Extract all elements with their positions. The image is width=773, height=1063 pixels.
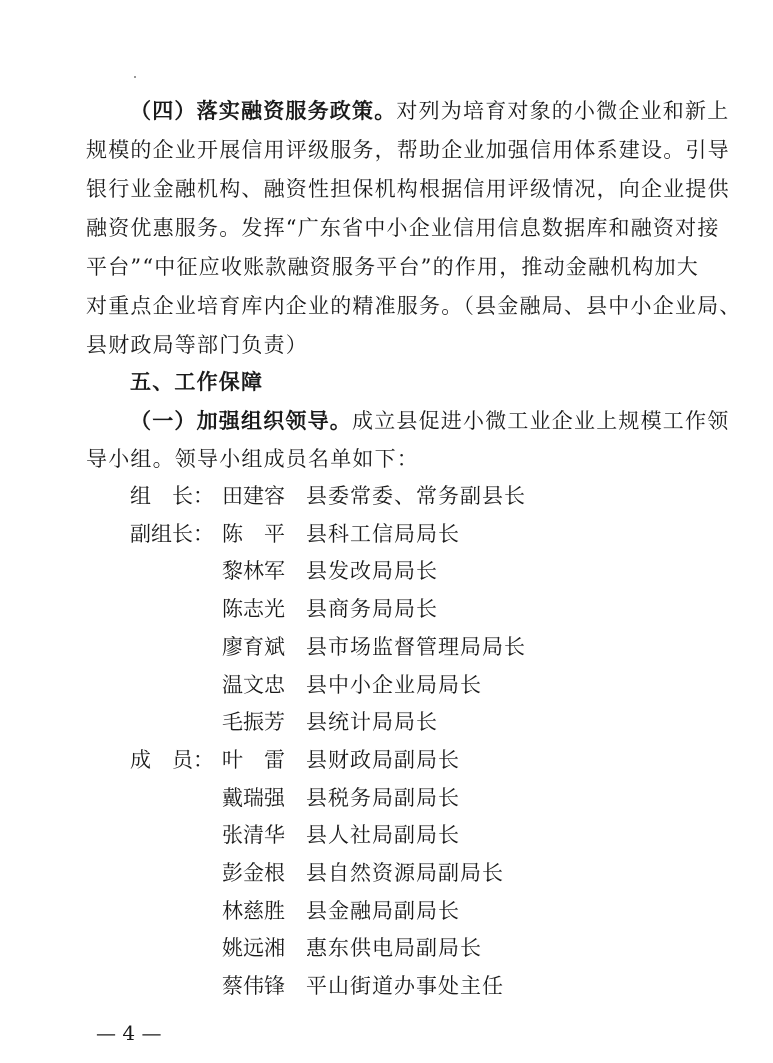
- member-name: 温文忠: [222, 673, 285, 697]
- member-name: 廖育斌: [222, 635, 285, 659]
- member-name: 陈志光: [222, 597, 285, 621]
- section5-text: 成立县促进小微工业企业上规模工作领: [352, 409, 730, 433]
- member-name: 黎林军: [222, 559, 285, 583]
- member-position: 县中小企业局局长: [306, 673, 482, 697]
- member-position: 县金融局副局长: [306, 899, 460, 923]
- page-number: — 4 —: [96, 1021, 162, 1045]
- member-name: 毛振芳: [222, 710, 285, 734]
- member-name: 田建容: [222, 484, 285, 508]
- member-name: 叶 雷: [222, 748, 285, 772]
- member-name: 林慈胜: [222, 899, 285, 923]
- section5-line: 导小组。领导小组成员名单如下：: [86, 447, 419, 471]
- section4-line: 对重点企业培育库内企业的精准服务。（县金融局、县中小企业局、: [86, 294, 742, 318]
- member-position: 县统计局局长: [306, 710, 438, 734]
- member-name: 张清华: [222, 823, 285, 847]
- member-position: 县发改局局长: [306, 559, 438, 583]
- member-position: 县市场监督管理局局长: [306, 635, 526, 659]
- section5-first-line: [130, 407, 730, 435]
- section4-line: 平台”“中征应收账款融资服务平台”的作用，推动金融机构加大: [86, 255, 700, 279]
- section4-text: 对列为培育对象的小微企业和新上: [396, 99, 730, 123]
- section5-sub-heading: （一）加强组织领导。: [130, 408, 352, 433]
- section4-line: 融资优惠服务。发挥“广东省中小企业信用信息数据库和融资对接: [86, 216, 720, 240]
- scan-speck: [134, 76, 136, 78]
- section4-line: 县财政局等部门负责）: [86, 333, 308, 357]
- member-role: 副组长：: [130, 522, 214, 546]
- section4-first-line: [130, 97, 730, 125]
- member-position: 县自然资源局副局长: [306, 861, 504, 885]
- member-name: 姚远湘: [222, 936, 285, 960]
- member-name: 戴瑞强: [222, 786, 285, 810]
- member-position: 县税务局副局长: [306, 786, 460, 810]
- member-role: 组 长：: [130, 484, 214, 508]
- section4-heading: （四）落实融资服务政策。: [130, 98, 397, 123]
- member-position: 县商务局局长: [306, 597, 438, 621]
- section4-line: 规模的企业开展信用评级服务，帮助企业加强信用体系建设。引导: [86, 138, 730, 162]
- member-position: 县人社局副局长: [306, 823, 460, 847]
- member-name: 彭金根: [222, 861, 285, 885]
- member-position: 县科工信局局长: [306, 522, 460, 546]
- member-position: 惠东供电局副局长: [306, 936, 482, 960]
- member-role: 成 员：: [130, 748, 214, 772]
- member-name: 蔡伟锋: [222, 974, 285, 998]
- member-position: 县财政局副局长: [306, 748, 460, 772]
- member-position: 县委常委、常务副县长: [306, 484, 526, 508]
- section4-line: 银行业金融机构、融资性担保机构根据信用评级情况，向企业提供: [86, 177, 730, 201]
- member-name: 陈 平: [222, 522, 285, 546]
- member-position: 平山街道办事处主任: [306, 974, 504, 998]
- section5-title: 五、工作保障: [130, 369, 264, 394]
